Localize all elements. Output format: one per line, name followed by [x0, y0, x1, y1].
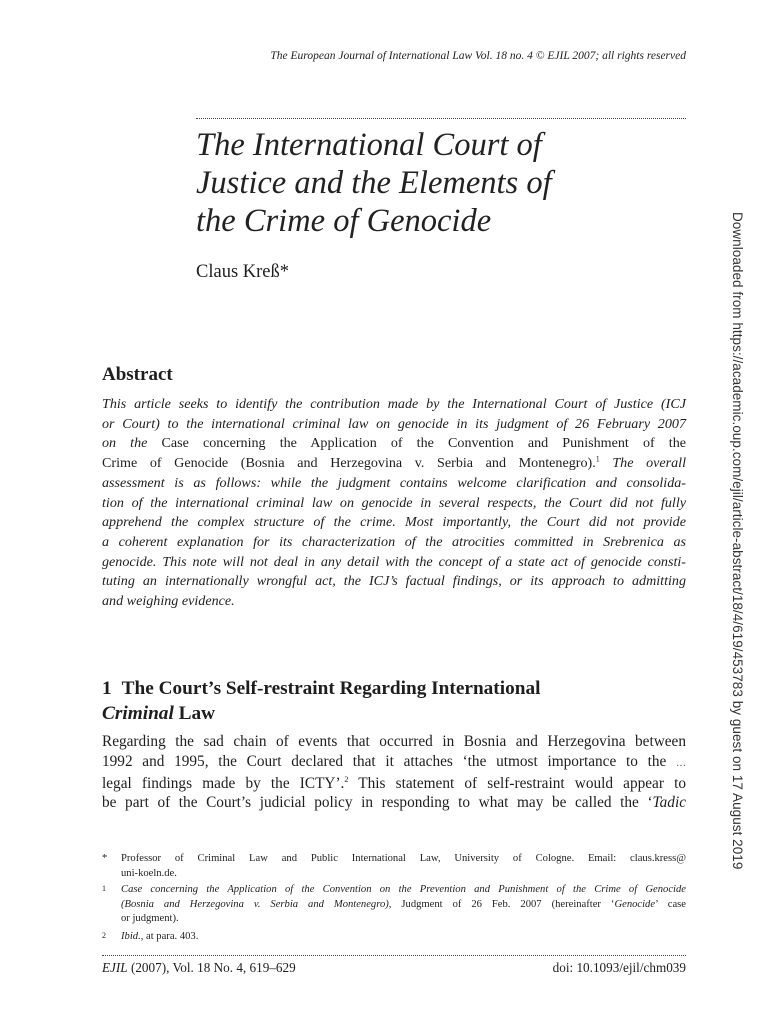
- abstract-line: assessment is as follows: while the judgment contains welcome clarification and consolida-: [102, 474, 686, 491]
- abstract-line: and weighing evidence.: [102, 593, 235, 610]
- download-watermark-text: Downloaded from https://academic.oup.com/ejil/article-abstract/18/4/619/453783 by guest on 17 August 2019: [730, 212, 745, 870]
- citation-text: (2007), Vol. 18 No. 4, 619–629: [127, 960, 296, 975]
- footnote-line: [121, 898, 686, 913]
- abstract-line: This article seeks to identify the contribution made by the International Court of Justice (ICJ: [102, 396, 686, 412]
- footer-rule: [102, 955, 686, 956]
- case-name-cont: Crime of Genocide (Bosnia and Herzegovina v. Serbia and Montenegro).: [102, 455, 596, 472]
- footnote-ref-1[interactable]: 1: [595, 454, 600, 464]
- body-fragment: be part of the Court’s judicial policy in responding to what may be called the ‘: [102, 794, 653, 812]
- section-heading-line: [102, 676, 686, 701]
- footnote-mark: 2: [102, 931, 106, 940]
- footnote-fragment: , Judgment of 26 Feb. 2007 (hereinafter ‘: [388, 898, 615, 910]
- abstract-line: tion of the international criminal law on genocide in several respects, the Court did not fully: [102, 494, 686, 511]
- footer-doi[interactable]: doi: 10.1093/ejil/chm039: [552, 960, 686, 975]
- footnote-1: [121, 883, 686, 927]
- footnote-italic: Case concerning the Application of the Convention on the Prevention and Punishment of the Crime of Genocide: [121, 884, 686, 895]
- footnote-mark: *: [102, 853, 108, 864]
- body-fragment: legal findings made by the ICTY’.: [102, 774, 345, 792]
- section-heading-line: [102, 701, 686, 726]
- footnote-italic: Ibid.: [121, 931, 141, 942]
- footnote-line: Professor of Criminal Law and Public International Law, University of Cologne. Email: claus.kress@: [121, 853, 686, 864]
- body-italic: Tadic: [652, 794, 686, 812]
- footnote-fragment: ’ case: [655, 898, 686, 910]
- title-line: Justice and the Elements of: [196, 165, 552, 201]
- body-fragment: This statement of self-restraint would appear to: [348, 774, 686, 792]
- abstract-fragment: on the: [102, 435, 162, 452]
- section-title-italic: Criminal: [102, 703, 174, 724]
- journal-abbrev: EJIL: [102, 960, 128, 975]
- abstract-line: apprehend the complex structure of the crime. Most importantly, the Court did not provide: [102, 514, 686, 531]
- body-line: [102, 752, 686, 774]
- abstract-line: a coherent explanation for its characterization of the atrocities committed in Srebrenica as: [102, 533, 686, 550]
- section-heading: [102, 676, 686, 726]
- case-name: Case concerning the Application of the Convention and Punishment of the: [161, 435, 686, 452]
- footnote-ref-2[interactable]: 2: [344, 774, 349, 784]
- running-head: The European Journal of International Law Vol. 18 no. 4 © EJIL 2007; all rights reserved: [270, 50, 686, 62]
- author-name: Claus Kreß*: [196, 262, 289, 282]
- footer-citation: [102, 960, 296, 976]
- body-paragraph: [102, 732, 686, 813]
- footnote-fragment: , at para. 403.: [140, 931, 199, 942]
- abstract-line: genocide. This note will not deal in any detail with the concept of a state act of genocide consti-: [102, 553, 686, 570]
- download-watermark: [722, 212, 752, 870]
- abstract-fragment: The overall: [599, 455, 687, 472]
- abstract-line: tuting an internationally wrongful act, the ICJ’s factual findings, or its approach to admitting: [102, 573, 686, 590]
- footnote-2: [121, 930, 686, 945]
- abstract-line: [102, 454, 686, 474]
- section-title-rest: Law: [173, 703, 216, 724]
- body-line: [102, 774, 686, 794]
- footnote-line: uni-koeln.de.: [121, 867, 177, 879]
- body-line: [102, 793, 686, 813]
- footnote-italic: (Bosnia and Herzegovina v. Serbia and Montenegro): [121, 898, 389, 910]
- footnote-mark: 1: [102, 884, 106, 893]
- footnote-star: [121, 852, 686, 881]
- footnote-italic: Genocide: [614, 898, 656, 910]
- abstract-line: [102, 434, 686, 454]
- body-fragment: 1992 and 1995, the Court declared that it attaches ‘the utmost importance to the: [102, 752, 676, 770]
- abstract-text: [102, 395, 686, 612]
- article-title: [196, 126, 666, 240]
- section-title: The Court’s Self-restraint Regarding International: [121, 678, 541, 699]
- body-line: Regarding the sad chain of events that occurred in Bosnia and Herzegovina between: [102, 733, 686, 750]
- footnote-line: [121, 883, 686, 898]
- title-rule: [196, 118, 686, 119]
- title-line: The International Court of: [196, 127, 542, 163]
- title-line: the Crime of Genocide: [196, 203, 492, 239]
- footnote-line: or judgment).: [121, 913, 179, 925]
- abstract-heading: Abstract: [102, 364, 173, 385]
- abstract-line: or Court) to the international criminal law on genocide in its judgment of 26 February 2007: [102, 415, 686, 432]
- ellipsis: …: [676, 757, 686, 769]
- section-number: 1: [102, 678, 112, 699]
- footnote-line: [121, 930, 686, 945]
